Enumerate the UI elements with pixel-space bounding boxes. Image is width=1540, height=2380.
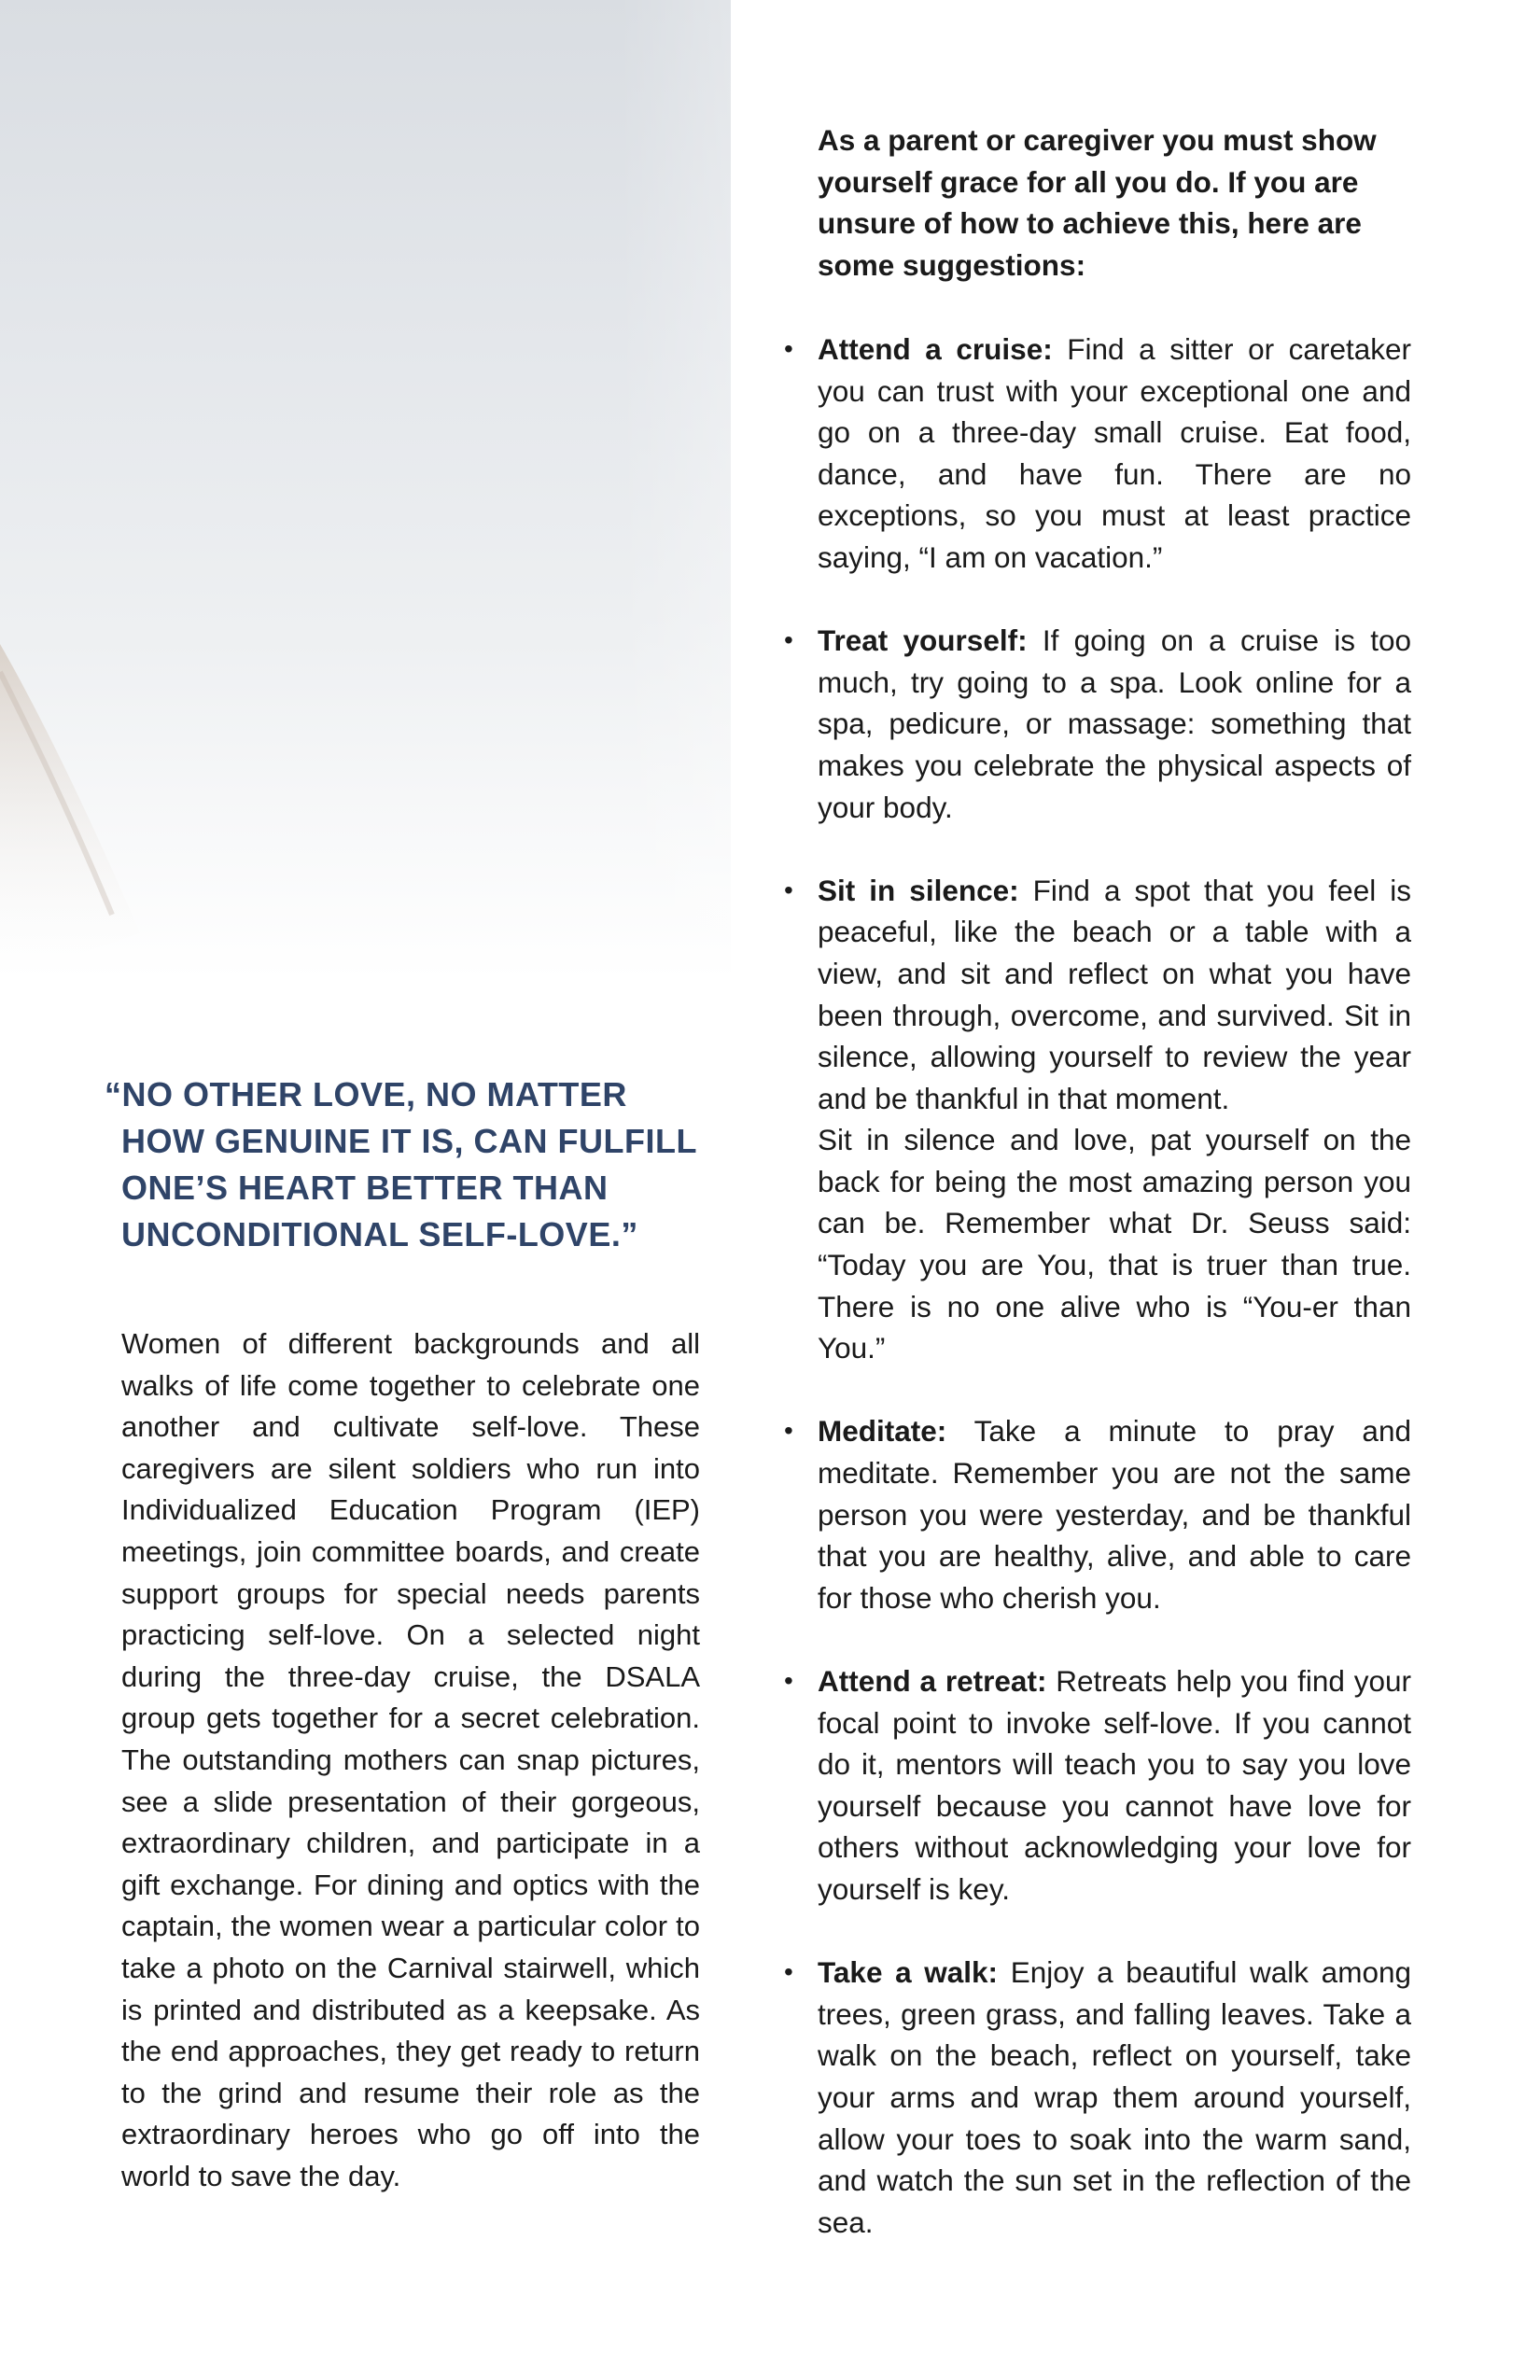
tip-text: Find a spot that you feel is peaceful, like the beach or a table with a view, and sit and reflect on what you have been through, overcome, and survived. Sit in silence, allowing yourself to review the year and be thankful in that moment. [818,873,1411,1115]
list-item [784,1660,1411,1911]
bullet-icon: • [784,1416,793,1446]
bullet-icon: • [784,625,793,655]
tip-text: Enjoy a beautiful walk among trees, green grass, and falling leaves. Take a walk on the beach, reflect on yourself, take your arms and wrap them around yourself, allow your toes to soak into the warm sand, and watch the sun set in the reflection of the sea. [818,1955,1411,2239]
bullet-icon: • [784,875,793,904]
bullet-icon: • [784,1666,793,1695]
bullet-icon: • [784,334,793,363]
list-item [784,870,1411,1369]
tip-text: If going on a cruise is too much, try going to a spa. Look online for a spa, pedicure, or massage: something that makes you celebrate the physical aspects of your body. [818,623,1411,824]
intro-paragraph: As a parent or caregiver you must show yourself grace for all you do. If you are unsure of how to achieve this, here are some suggestions: [818,123,1377,282]
suggestion-list [784,329,1411,2285]
tip-title: Treat yourself: [818,623,1028,658]
list-item [784,620,1411,828]
tip-title: Meditate: [818,1414,947,1449]
list-item [784,329,1411,579]
left-body-paragraph: Women of different backgrounds and all walks of life come together to celebrate one another and cultivate self-love. These caregivers are silent soldiers who run into Individualized Education Program (IEP) meetings, join committee boards, and create support groups for special needs parents practicing self-love. On a selected night during the three-day cruise, the DSALA group gets together for a secret celebration. The outstanding mothers can snap pictures, see a slide presentation of their gorgeous, extraordinary children, and participate in a gift exchange. For dining and optics with the captain, the women wear a particular color to take a photo on the Carnival stairwell, which is printed and distributed as a keepsake. As the end approaches, they get ready to return to the grind and resume their role as the extraordinary heroes who go off into the world to save the day. [121,1327,700,2192]
list-item [784,1952,1411,2243]
bullet-icon: • [784,1957,793,1987]
tip-title: Take a walk: [818,1955,999,1990]
tip-text: Find a sitter or caretaker you can trust with your exceptional one and go on a three-day small cruise. Eat food, dance, and have fun. There are no exceptions, so you must at least practice saying, “I am on vacation.” [818,332,1411,574]
tip-text: Take a minute to pray and meditate. Remember you are not the same person you were yesterday, and be thankful that you are healthy, alive, and able to care for those who cherish you. [818,1414,1411,1615]
tip-title: Attend a retreat: [818,1664,1047,1698]
faded-photo [0,0,731,980]
tip-title: Attend a cruise: [818,332,1053,366]
tip-title: Sit in silence: [818,873,1019,907]
tip-text: Retreats help you find your focal point to invoke self-love. If you cannot do it, mentors will teach you to say you love yourself because you cannot have love for others without acknowledging your love for yourself is key. [818,1664,1411,1906]
tip-text-continued: Sit in silence and love, pat yourself on the back for being the most amazing person you can be. Remember what Dr. Seuss said: “Today you are You, that is truer than true. There is no one alive who is “You-er than You.” [818,1123,1411,1365]
list-item [784,1410,1411,1618]
pull-quote: “NO OTHER LOVE, NO MATTER HOW GENUINE IT IS, CAN FULFILL ONE’S HEART BETTER THAN UNCONDITIONAL SELF-LOVE.” [105,1075,697,1253]
